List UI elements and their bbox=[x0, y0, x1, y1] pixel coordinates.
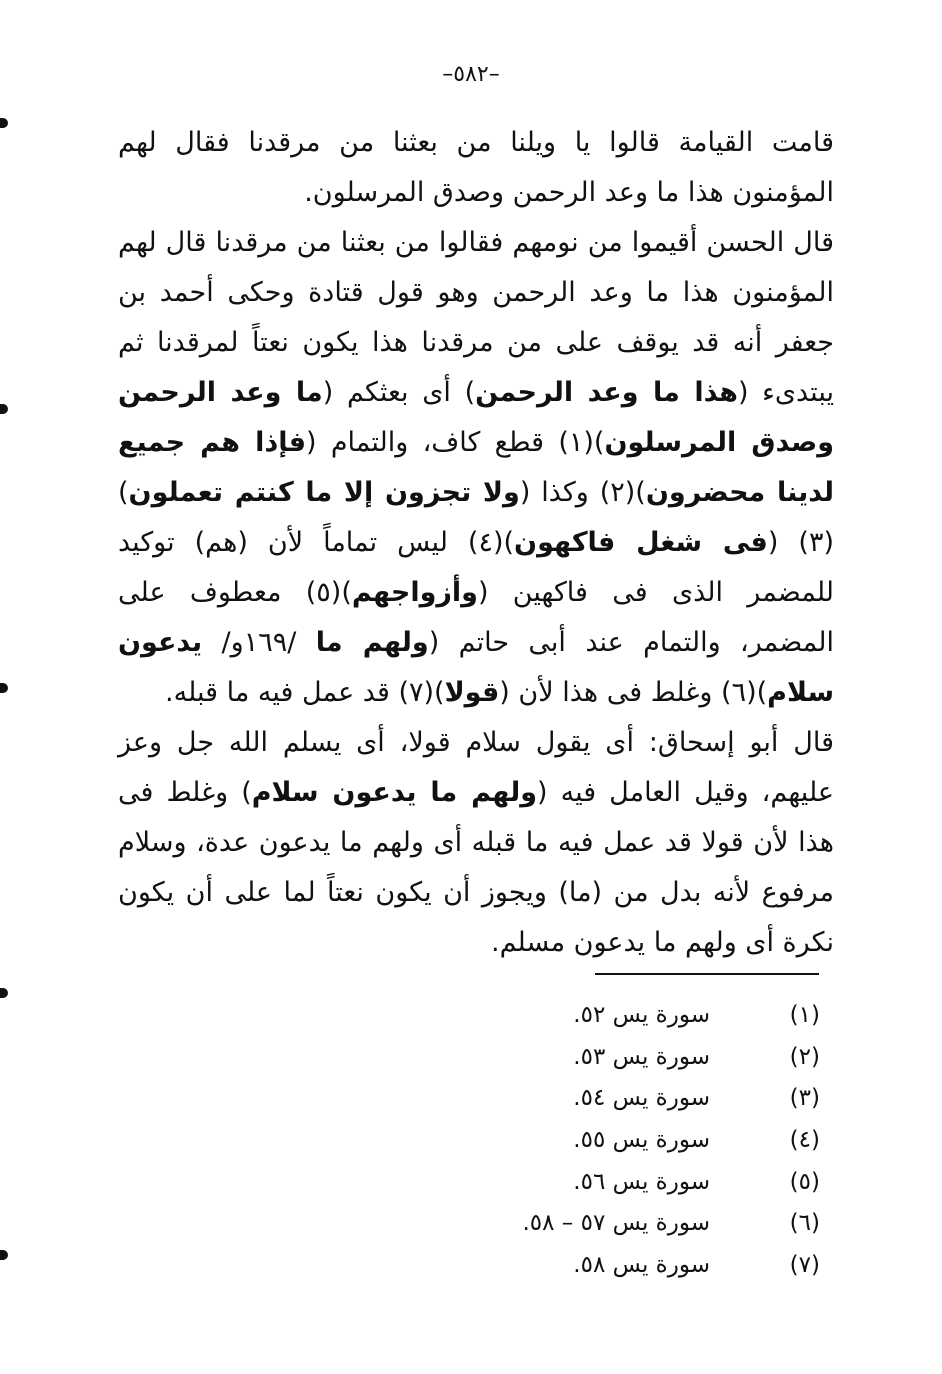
footnote-row bbox=[440, 994, 820, 1036]
quran-quote: ولهم ما bbox=[315, 627, 429, 658]
text-run: )(٤) ليس تماماً لأن (هم) توكيد للمضمر الذى فى فاكهين ( bbox=[118, 527, 834, 608]
footnote-number: (٦) bbox=[789, 1210, 820, 1237]
footnote-rule bbox=[595, 973, 819, 975]
footnote-number: (١) bbox=[789, 1001, 820, 1028]
text-run: قال أبو إسحاق: أى يقول سلام قولا، أى يسلم الله جل وعز عليهم، وقيل العامل فيه ( bbox=[118, 727, 834, 808]
footnote-text: سورة يس ٥٧ – ٥٨. bbox=[522, 1210, 710, 1237]
footnote-number: (٥) bbox=[789, 1168, 820, 1195]
footnote-text: سورة يس ٥٨. bbox=[573, 1251, 710, 1278]
text-run: )(٧) قد عمل فيه ما قبله. bbox=[165, 677, 445, 708]
quran-quote: هذا ما وعد الرحمن bbox=[475, 377, 738, 408]
text-run: قال الحسن أقيموا من نومهم فقالوا من بعثنا من مرقدنا قال لهم المؤمنون هذا ما وعد الرحمن وهو قول قتادة وحكى أحمد بن جعفر أنه قد يوقف على من مرقدنا هذا يكون نعتاً لمرقدنا ثم يبتدىء ( bbox=[118, 227, 834, 408]
quran-quote: ما وعد الرحمن وصدق المرسلون bbox=[118, 377, 834, 458]
text-run: /١٦٩و/ bbox=[202, 627, 316, 658]
quran-quote: ولهم ما يدعون سلام bbox=[251, 777, 538, 808]
footnote-text: سورة يس ٥٥. bbox=[573, 1126, 710, 1153]
footnote-row bbox=[440, 1036, 820, 1078]
footnote-text: سورة يس ٥٢. bbox=[573, 1001, 710, 1028]
footnote-text: سورة يس ٥٣. bbox=[573, 1043, 710, 1070]
footnote-row bbox=[440, 1161, 820, 1203]
page-number: –٥٨٢– bbox=[442, 62, 500, 87]
margin-mark bbox=[0, 1250, 8, 1260]
margin-mark bbox=[0, 118, 8, 128]
footnote-number: (٧) bbox=[789, 1251, 820, 1278]
text-run: )(١) قطع كاف، والتمام ( bbox=[306, 427, 605, 458]
text-run: )(٥) معطوف على المضمر، والتمام عند أبى حاتم ( bbox=[118, 577, 834, 658]
footnote-text: سورة يس ٥٦. bbox=[573, 1168, 710, 1195]
margin-mark bbox=[0, 988, 8, 998]
footnote-number: (٣) bbox=[789, 1085, 820, 1112]
body-text bbox=[118, 118, 834, 968]
text-run: )(٣) ( bbox=[118, 477, 834, 558]
quran-quote: وأزواجهم bbox=[351, 577, 478, 608]
quran-quote: فإذا هم جميع لدينا محضرون bbox=[118, 427, 834, 508]
quran-quote: قولا bbox=[444, 677, 500, 708]
text-run: )(٢) وكذا ( bbox=[519, 477, 646, 508]
footnote-row bbox=[440, 1244, 820, 1286]
footnote-number: (٢) bbox=[789, 1043, 820, 1070]
footnote-row bbox=[440, 1119, 820, 1161]
text-run: قامت القيامة قالوا يا ويلنا من بعثنا من مرقدنا فقال لهم المؤمنون هذا ما وعد الرحمن وصدق المرسلون. bbox=[118, 127, 834, 208]
text-run: ) وغلط فى هذا لأن قولا قد عمل فيه ما قبله أى ولهم ما يدعون عدة، وسلام مرفوع لأنه بدل من (ما) ويجوز أن يكون نعتاً لما على أن يكون نكرة أى ولهم ما يدعون مسلم. bbox=[118, 777, 834, 958]
text-run: ) أى بعثكم ( bbox=[322, 377, 476, 408]
footnote-number: (٤) bbox=[789, 1126, 820, 1153]
text-run: )(٦) وغلط فى هذا لأن ( bbox=[499, 677, 768, 708]
paragraph bbox=[118, 118, 834, 218]
quran-quote: فى شغل فاكهون bbox=[514, 527, 768, 558]
footnote-row bbox=[440, 1077, 820, 1119]
footnotes bbox=[440, 994, 820, 1286]
paragraph bbox=[118, 718, 834, 968]
margin-mark bbox=[0, 683, 8, 693]
footnote-row bbox=[440, 1202, 820, 1244]
quran-quote: يدعون سلام bbox=[118, 627, 834, 708]
footnote-text: سورة يس ٥٤. bbox=[573, 1085, 710, 1112]
margin-mark bbox=[0, 404, 8, 414]
paragraph bbox=[118, 218, 834, 718]
quran-quote: ولا تجزون إلا ما كنتم تعملون bbox=[128, 477, 520, 508]
